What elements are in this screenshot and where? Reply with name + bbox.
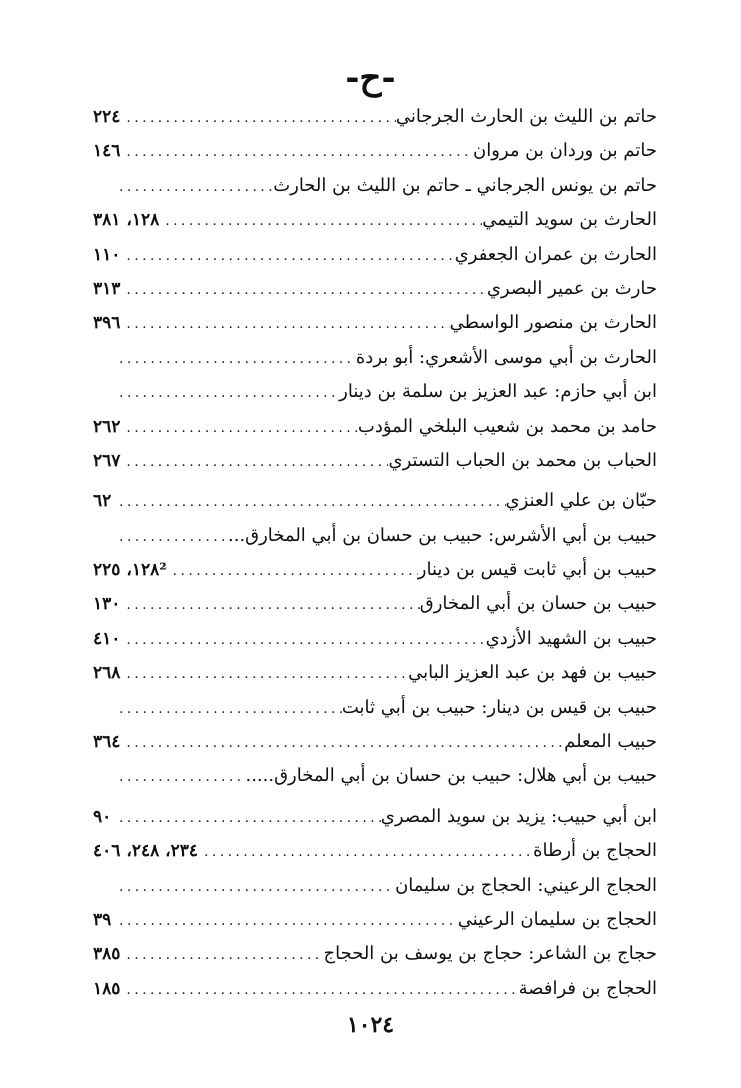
leader-dots <box>120 307 449 341</box>
entry-pages: ٢٦٢ <box>93 416 121 437</box>
leader-dots <box>120 938 323 972</box>
entry-name: الحارث بن سويد التيمي <box>482 209 657 231</box>
entry-pages: ١٤٦ <box>93 141 121 162</box>
entry-pages: ٦٢ <box>93 491 112 512</box>
leader-dots <box>159 204 482 238</box>
entry-pages: ٢٦٧ <box>93 450 121 471</box>
page-number: ١٠٢٤ <box>346 1012 395 1038</box>
entry-name: حامد بن محمد بن شعيب البلخي المؤدب <box>357 415 657 437</box>
entry-name: حاتم بن يونس الجرجاني ـ حاتم بن الليث بن الحارث <box>273 174 657 196</box>
entry-name: الحجاج الرعيني: الحجاج بن سليمان <box>395 874 657 896</box>
index-entry <box>93 341 657 375</box>
leader-dots <box>120 445 388 479</box>
leader-dots <box>167 554 418 588</box>
index-entry <box>93 937 657 971</box>
index-entry <box>93 759 657 793</box>
section-letter-heading: -ح- <box>345 58 396 98</box>
index-entry <box>93 553 657 587</box>
entry-pages: ١٢٨، ٣٨١ <box>93 210 160 231</box>
entry-name: حاتم بن وردان بن مروان <box>472 140 657 162</box>
entry-name: الحارث بن منصور الواسطي <box>449 312 657 334</box>
entry-name: حبيب بن أبي هلال: حبيب بن حسان بن أبي المخارق..... <box>245 765 657 787</box>
leader-dots <box>120 973 518 1007</box>
entry-pages: ٣٩ <box>93 909 112 930</box>
entry-name: حبّان بن علي العنزي <box>505 490 657 512</box>
entry-name: الحجاج بن أرطاة <box>533 840 657 862</box>
leader-dots <box>113 904 458 938</box>
index-entry <box>93 725 657 759</box>
entry-name: حاتم بن الليث بن الحارث الجرجاني <box>395 106 657 127</box>
entry-name: ابن أبي حبيب: يزيد بن سويد المصري <box>380 805 657 827</box>
index-entries <box>93 100 657 1006</box>
entry-pages: ٣٨٥ <box>93 944 121 965</box>
leader-dots <box>120 135 473 169</box>
index-entry <box>93 100 657 134</box>
index-entry <box>93 834 657 868</box>
entry-pages: ٢٣٤، ٢٤٨، ٤٠٦ <box>93 841 199 862</box>
leader-dots <box>120 623 485 657</box>
leader-dots <box>113 870 395 904</box>
leader-dots <box>120 273 486 307</box>
index-entry <box>93 238 657 272</box>
entry-name: حبيب المعلم <box>564 731 657 753</box>
entry-name: حبيب بن أبي الأشرس: حبيب بن حسان بن أبي المخارق... <box>227 524 657 546</box>
index-entry <box>93 622 657 656</box>
index-entry <box>93 169 657 203</box>
index-entry <box>93 272 657 306</box>
index-entry <box>93 519 657 553</box>
entry-pages: ٤١٠ <box>93 628 121 649</box>
index-entry <box>93 444 657 478</box>
entry-name: ابن أبي حازم: عبد العزيز بن سلمة بن دينار <box>339 381 657 403</box>
index-entry <box>93 375 657 409</box>
entry-name: حبيب بن فهد بن عبد العزيز البابي <box>408 662 657 684</box>
leader-dots <box>113 760 245 794</box>
leader-dots <box>120 239 454 273</box>
index-entry <box>93 691 657 725</box>
leader-dots <box>198 835 533 869</box>
index-entry <box>93 306 657 340</box>
index-entry <box>93 656 657 690</box>
leader-dots <box>113 170 273 204</box>
entry-pages: ٢٢٤ <box>93 107 121 127</box>
entry-name: حبيب بن قيس بن دينار: حبيب بن أبي ثابت <box>341 696 657 718</box>
leader-dots <box>113 520 228 554</box>
entry-name: حبيب بن الشهيد الأزدي <box>485 627 657 649</box>
leader-dots <box>113 485 506 519</box>
entry-pages: ٣٦٤ <box>93 732 121 753</box>
index-entry <box>93 410 657 444</box>
index-entry <box>93 869 657 903</box>
entry-name: الحجاج بن فرافصة <box>518 977 657 999</box>
entry-pages: ١٢٨، ٢٢٥² <box>93 560 167 581</box>
leader-dots <box>113 801 381 835</box>
leader-dots <box>113 342 356 376</box>
leader-dots <box>113 376 339 410</box>
entry-pages: ٢٦٨ <box>93 663 121 684</box>
entry-name: حبيب بن حسان بن أبي المخارق <box>419 593 657 615</box>
index-entry <box>93 903 657 937</box>
entry-name: الحجاج بن سليمان الرعيني <box>457 908 657 930</box>
index-entry <box>93 800 657 834</box>
entry-name: حارث بن عمير البصري <box>486 277 657 299</box>
leader-dots <box>120 726 564 760</box>
leader-dots <box>120 101 396 135</box>
entry-pages: ١٨٥ <box>93 978 121 999</box>
leader-dots <box>113 692 342 726</box>
entry-name: حبيب بن أبي ثابت قيس بن دينار <box>417 559 657 581</box>
index-entry <box>93 134 657 168</box>
entry-pages: ١١٠ <box>93 244 121 265</box>
entry-pages: ٣١٣ <box>93 278 121 299</box>
leader-dots <box>120 588 419 622</box>
entry-pages: ٣٩٦ <box>93 313 121 334</box>
entry-name: الحباب بن محمد بن الحباب التستري <box>388 449 657 471</box>
entry-name: حجاج بن الشاعر: حجاج بن يوسف بن الحجاج <box>323 943 657 965</box>
entry-pages: ١٣٠ <box>93 594 121 615</box>
index-entry <box>93 587 657 621</box>
entry-name: الحارث بن عمران الجعفري <box>454 243 657 265</box>
index-entry <box>93 484 657 518</box>
index-entry <box>93 203 657 237</box>
leader-dots <box>120 657 408 691</box>
entry-name: الحارث بن أبي موسى الأشعري: أبو بردة <box>355 346 657 368</box>
entry-pages: ٩٠ <box>93 806 112 827</box>
index-entry <box>93 972 657 1006</box>
leader-dots <box>120 411 358 445</box>
